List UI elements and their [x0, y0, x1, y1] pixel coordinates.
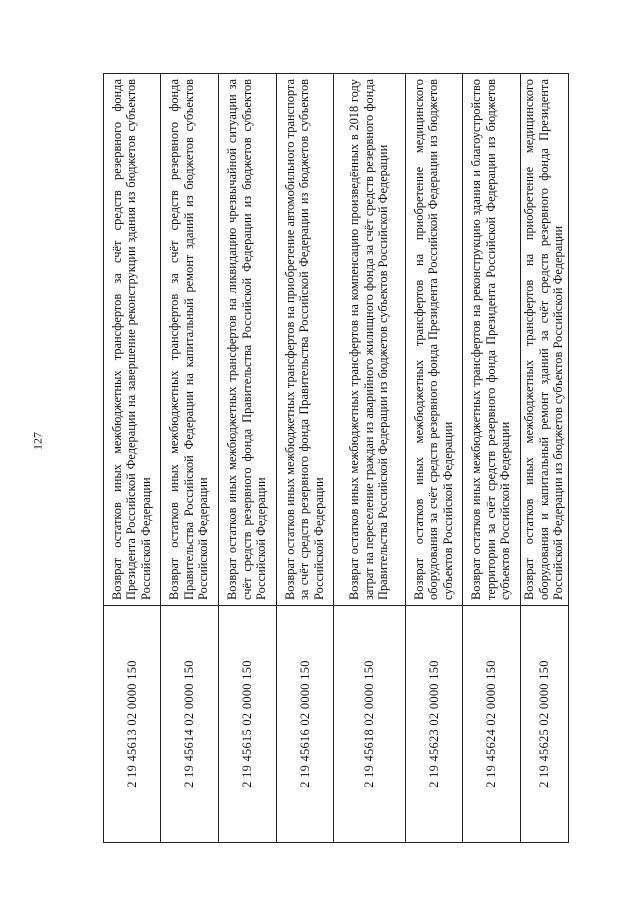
page-number: 127 — [30, 432, 45, 450]
table-row — [161, 74, 219, 843]
table-cell-code: 2 19 45613 02 0000 150 — [104, 606, 161, 843]
table-cell-code: 2 19 45625 02 0000 150 — [521, 606, 569, 843]
table-row — [521, 74, 569, 843]
table-row — [104, 74, 161, 843]
table-cell-code: 2 19 45618 02 0000 150 — [334, 606, 406, 843]
table-cell-description: Возврат остатков иных межбюджетных трансфертов на приобретение медицинского оборудования за счёт средств резервного фонда Президента Российской Федерации из бюджетов субъектов Российской Федерации — [406, 74, 463, 606]
table-cell-description: Возврат остатков иных межбюджетных трансфертов на приобретение медицинского оборудования и капитальный ремонт зданий за счёт средств резервного фонда Президента Российской Федерации из бюджетов субъектов Российской Федерации — [521, 74, 569, 606]
table-cell-description: Возврат остатков иных межбюджетных трансфертов на приобретение автомобильного транспорта за счёт средств резервного фонда Правительства Российской Федерации из бюджетов субъектов Российской Федерации — [277, 74, 334, 606]
rotated-table-area — [103, 73, 568, 843]
table-cell-description: Возврат остатков иных межбюджетных трансфертов на ликвидацию чрезвычайной ситуации за счёт средств резервного фонда Правительства Российской Федерации из бюджетов субъектов Российской Федерации — [219, 74, 277, 606]
table-cell-description: Возврат остатков иных межбюджетных трансфертов за счёт средств резервного фонда Президента Российской Федерации на завершение реконструкции здания из бюджетов субъектов Российской Федерации — [104, 74, 161, 606]
table-row — [277, 74, 334, 843]
table-cell-code: 2 19 45623 02 0000 150 — [406, 606, 463, 843]
table-row — [334, 74, 406, 843]
table-row — [463, 74, 521, 843]
table-row — [406, 74, 463, 843]
table-cell-description: Возврат остатков иных межбюджетных трансфертов на реконструкцию здания и благоустройство территории за счёт средств резервного фонда Президента Российской Федерации из бюджетов субъектов Российской Федерации — [463, 74, 521, 606]
table-cell-code: 2 19 45624 02 0000 150 — [463, 606, 521, 843]
table-row — [219, 74, 277, 843]
budget-codes-table — [103, 73, 569, 843]
table-cell-code: 2 19 45614 02 0000 150 — [161, 606, 219, 843]
table-cell-code: 2 19 45616 02 0000 150 — [277, 606, 334, 843]
table-cell-description: Возврат остатков иных межбюджетных трансфертов на компенсацию произведённых в 2018 году затрат на переселение граждан из аварийного жилищного фонда за счёт средств резервного фонда Правительства Российской Федерации из бюджетов субъектов Российской Федерации — [334, 74, 406, 606]
table-cell-description: Возврат остатков иных межбюджетных трансфертов за счёт средств резервного фонда Правительства Российской Федерации на капитальный ремонт зданий из бюджетов субъектов Российской Федерации — [161, 74, 219, 606]
table-cell-code: 2 19 45615 02 0000 150 — [219, 606, 277, 843]
